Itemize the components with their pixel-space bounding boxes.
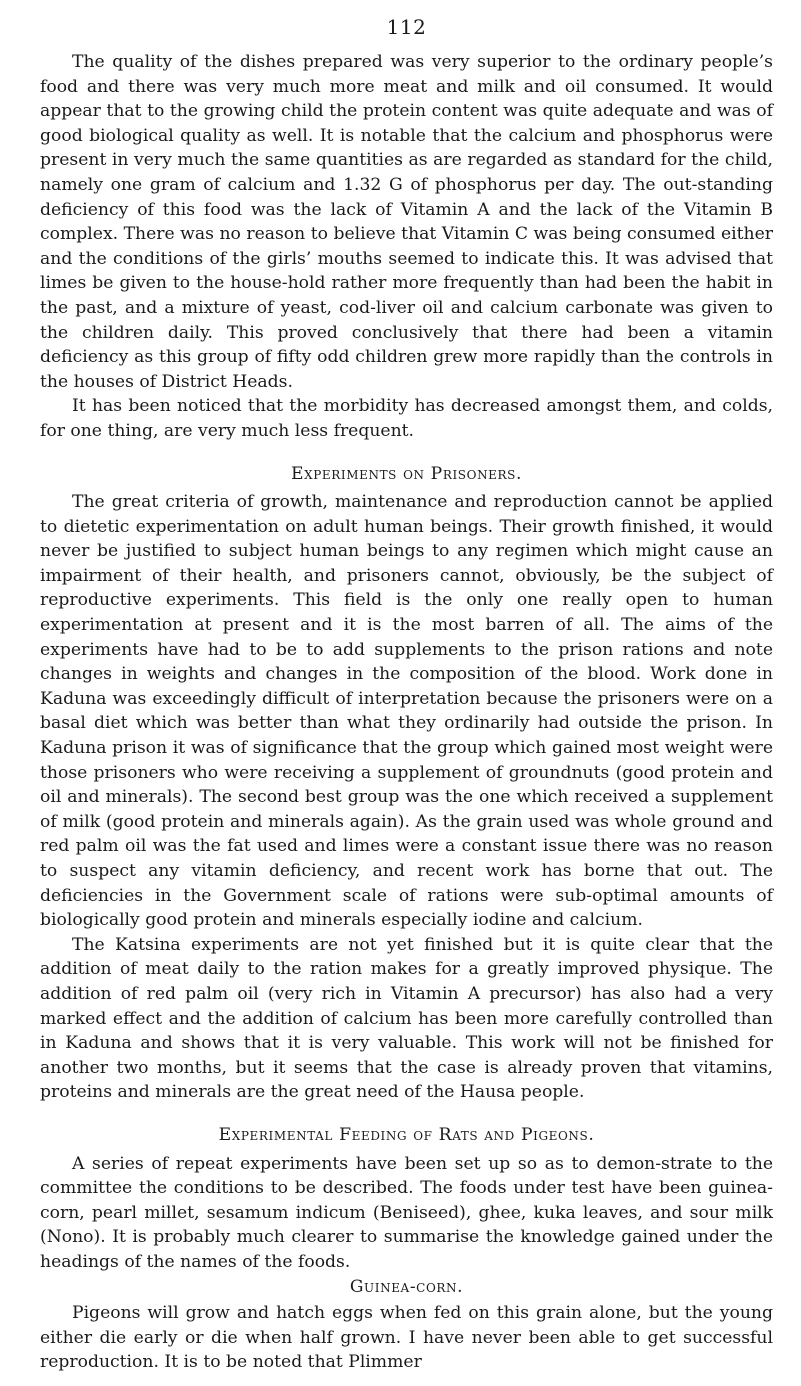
section-heading-feeding: Experimental Feeding of Rats and Pigeons. [218,1124,595,1145]
body-paragraph: A series of repeat experiments have been set up so as to demon-strate to the committee the conditions to be described. The foods under test have been guinea-corn, pearl millet, sesamum indicum (Beniseed), ghee, kuka leaves, and sour milk (Nono). It is probably much clearer to summarise the knowledge gained under the headings of the names of the foods. [40,1153,773,1272]
body-paragraph: It has been noticed that the morbidity has decreased amongst them, and colds, for one thing, are very much less frequent. [40,396,773,441]
body-paragraph: The Katsina experiments are not yet finished but it is quite clear that the addition of meat daily to the ration makes for a greatly improved physique. The addition of red palm oil (very rich in Vitamin A precursor) has also had a very marked effect and the addition of calcium has been more carefully controlled than in Kaduna and shows that it is very valuable. This work will not be finished for another two months, but it seems that the case is already proven that vitamins, proteins and minerals are the great need of the Hausa people. [40,934,773,1103]
body-paragraph: The quality of the dishes prepared was very superior to the ordinary people’s food and there was very much more meat and milk and oil consumed. It would appear that to the growing child the protein content was quite adequate and was of good biological quality as well. It is notable that the calcium and phosphorus were present in very much the same quantities as are regarded as standard for the child, namely one gram of calcium and 1.32 G of phosphorus per day. The out-standing deficiency of this food was the lack of Vitamin A and the lack of the Vitamin B complex. There was no reason to believe that Vitamin C was being consumed either and the conditions of the girls’ mouths seemed to indicate this. It was advised that limes be given to the house-hold rather more frequently than had been the habit in the past, and a mixture of yeast, cod-liver oil and calcium carbonate was given to the children daily. This proved conclusively that there had been a vitamin deficiency as this group of fifty odd children grew more rapidly than the controls in the houses of District Heads. [40,52,773,392]
body-paragraph: The great criteria of growth, maintenance and reproduction cannot be applied to dietetic experimentation on adult human beings. Their growth finished, it would never be justified to subject human beings to any regimen which might cause an impairment of their health, and prisoners cannot, obviously, be the subject of reproductive experiments. This field is the only one really open to human experimentation at present and it is the most barren of all. The aims of the experiments have had to be to add supplements to the prison rations and note changes in weights and changes in the composition of the blood. Work done in Kaduna was exceedingly difficult of interpretation because the prisoners were on a basal diet which was better than what they ordinarily had outside the prison. In Kaduna prison it was of significance that the group which gained most weight were those prisoners who were receiving a supplement of groundnuts (good protein and oil and minerals). The second best group was the one which received a supplement of milk (good protein and minerals again). As the grain used was whole ground and red palm oil was the fat used and limes were a constant issue there was no reason to suspect any vitamin deficiency, and recent work has borne that out. The deficiencies in the Government scale of rations were sub-optimal amounts of biologically good protein and minerals especially iodine and calcium. [40,492,773,931]
document-page [40,12,773,1375]
section-heading-prisoners: Experiments on Prisoners. [290,463,523,484]
subheading-guinea-corn: Guinea-corn. [349,1276,464,1297]
body-paragraph: Pigeons will grow and hatch eggs when fed on this grain alone, but the young either die early or die when half grown. I have never been able to get successful reproduction. It is to be noted that Plimmer [40,1303,773,1373]
page-number: 112 [386,15,427,39]
